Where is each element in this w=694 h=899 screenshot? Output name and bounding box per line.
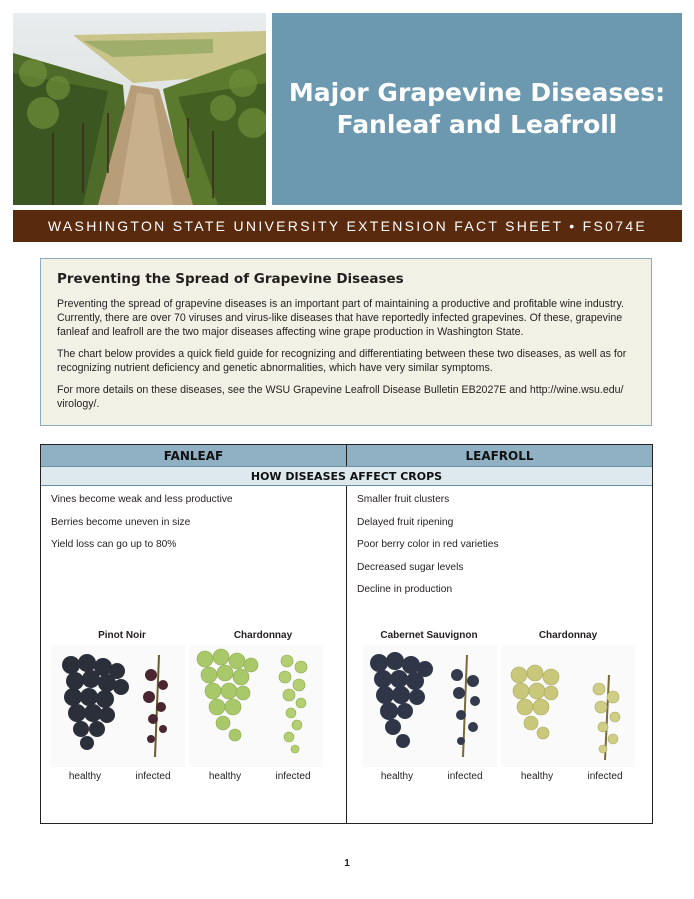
leafroll-effects-list bbox=[357, 493, 499, 606]
title-block bbox=[272, 13, 682, 205]
section-header: HOW DISEASES AFFECT CROPS bbox=[41, 466, 652, 486]
disease-comparison-table bbox=[40, 444, 653, 824]
list-item: Poor berry color in red varieties bbox=[357, 539, 499, 550]
intro-paragraph-3: For more details on these diseases, see the WSU Grapevine Leafroll Disease Bulletin EB2027E and http://wine.wsu.edu/ virology/. bbox=[57, 384, 624, 410]
page-title bbox=[289, 77, 665, 141]
variety-label-cabernet-sauvignon: Cabernet Sauvignon bbox=[380, 630, 478, 641]
list-item: Vines become weak and less productive bbox=[51, 494, 233, 505]
list-item: Berries become uneven in size bbox=[51, 516, 191, 528]
title-line-2: Fanleaf and Leafroll bbox=[336, 110, 618, 139]
variety-label-pinot-noir: Pinot Noir bbox=[98, 630, 146, 641]
list-item: Decreased sugar levels bbox=[357, 561, 464, 573]
caption-chardonnay-leafroll-infected: infected bbox=[587, 771, 623, 782]
caption-chardonnay-leafroll-healthy: healthy bbox=[520, 771, 554, 782]
column-header-leafroll: LEAFROLL bbox=[347, 445, 652, 466]
caption-pinot-noir-healthy: healthy bbox=[68, 771, 102, 782]
intro-paragraph-1: Preventing the spread of grapevine diseases is an important part of maintaining a productive and profitable wine industry. Currently, there are over 70 viruses and virus-like diseases that have reportedly infected grapevines. Of these, grapevine fanleaf and leafroll are the two major diseases affecting wine grape production in Washington State. bbox=[57, 298, 624, 338]
fanleaf-effects-list bbox=[51, 493, 233, 561]
chardonnay-fanleaf-grape-photo bbox=[189, 645, 323, 767]
caption-cabernet-healthy: healthy bbox=[380, 771, 414, 782]
vineyard-photo bbox=[13, 13, 266, 205]
title-line-1: Major Grapevine Diseases: bbox=[288, 78, 666, 107]
list-item: Delayed fruit ripening bbox=[357, 516, 454, 528]
caption-pinot-noir-infected: infected bbox=[135, 771, 171, 782]
variety-label-chardonnay-fanleaf: Chardonnay bbox=[233, 630, 293, 641]
list-item: Yield loss can go up to 80% bbox=[51, 539, 177, 550]
intro-paragraph-2: The chart below provides a quick field guide for recognizing and differentiating between these two diseases, as well as for recognizing nutrient deficiency and genetic abnormalities, which have very similar symptoms. bbox=[57, 348, 627, 374]
column-divider bbox=[346, 445, 347, 823]
caption-chardonnay-fanleaf-healthy: healthy bbox=[208, 771, 242, 782]
intro-heading: Preventing the Spread of Grapevine Diseases bbox=[57, 271, 404, 287]
list-item: Smaller fruit clusters bbox=[357, 494, 450, 505]
pinot-noir-grape-photo bbox=[51, 645, 185, 767]
caption-chardonnay-fanleaf-infected: infected bbox=[275, 771, 311, 782]
list-item: Decline in production bbox=[357, 584, 453, 595]
page-number: 1 bbox=[344, 858, 350, 869]
chardonnay-leafroll-grape-photo bbox=[501, 645, 635, 767]
caption-cabernet-infected: infected bbox=[447, 771, 483, 782]
banner-text: WASHINGTON STATE UNIVERSITY EXTENSION FACT SHEET • FS074E bbox=[47, 218, 648, 234]
column-header-fanleaf: FANLEAF bbox=[41, 445, 346, 466]
fact-sheet-banner bbox=[13, 210, 682, 242]
intro-box bbox=[40, 258, 652, 426]
variety-label-chardonnay-leafroll: Chardonnay bbox=[538, 630, 598, 641]
cabernet-sauvignon-grape-photo bbox=[363, 645, 497, 767]
